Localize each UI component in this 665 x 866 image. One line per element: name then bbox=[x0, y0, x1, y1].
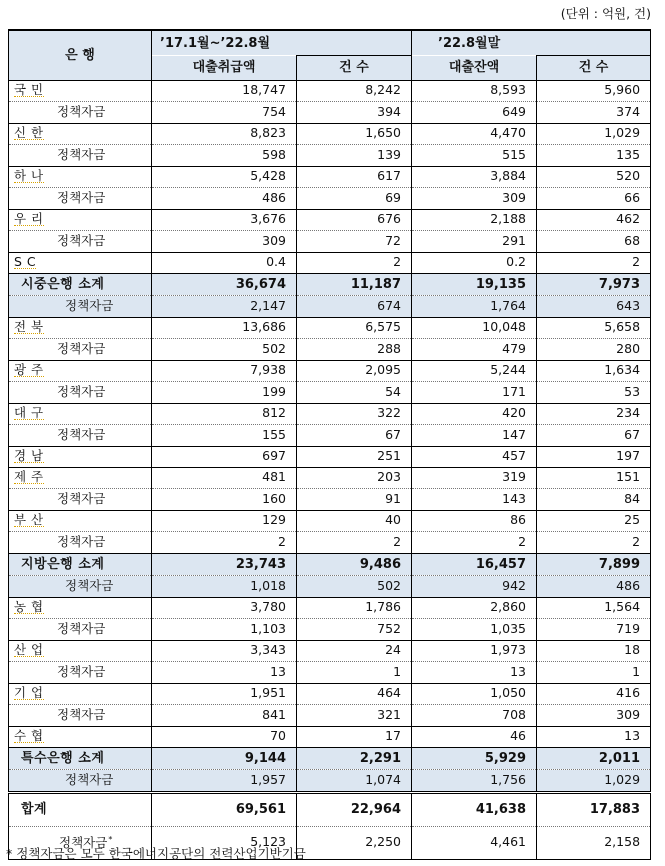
loan-count-cell: 22,964 bbox=[297, 792, 412, 826]
balance-count-cell: 7,899 bbox=[537, 553, 651, 575]
balance-cell: 4,470 bbox=[412, 123, 537, 144]
loan-amount-cell: 754 bbox=[152, 101, 297, 123]
balance-cell: 649 bbox=[412, 101, 537, 123]
balance-count-cell: 66 bbox=[537, 187, 651, 209]
row-label bbox=[9, 123, 152, 144]
loan-amount-cell: 1,951 bbox=[152, 683, 297, 704]
label-text: 정책자금 bbox=[57, 383, 106, 399]
bank-row bbox=[9, 317, 651, 338]
balance-cell: 19,135 bbox=[412, 273, 537, 295]
row-label bbox=[9, 209, 152, 230]
loan-count-cell: 2 bbox=[297, 531, 412, 553]
balance-count-cell: 18 bbox=[537, 640, 651, 661]
loan-amount-cell: 9,144 bbox=[152, 747, 297, 769]
bank-row bbox=[9, 360, 651, 381]
balance-count-cell: 5,960 bbox=[537, 80, 651, 101]
balance-count-cell: 1,634 bbox=[537, 360, 651, 381]
grand-total-row bbox=[9, 792, 651, 826]
balance-count-cell: 25 bbox=[537, 510, 651, 531]
policy-fund-label bbox=[9, 531, 152, 553]
loan-count-cell: 40 bbox=[297, 510, 412, 531]
balance-cell: 13 bbox=[412, 661, 537, 683]
policy-fund-row bbox=[9, 531, 651, 553]
loan-amount-cell: 8,823 bbox=[152, 123, 297, 144]
loan-count-cell: 139 bbox=[297, 144, 412, 166]
bank-name: 농 협 bbox=[14, 598, 44, 614]
balance-cell: 942 bbox=[412, 575, 537, 597]
bank-name: 하 나 bbox=[14, 167, 44, 183]
loan-table bbox=[8, 29, 651, 860]
loan-amount-cell: 155 bbox=[152, 424, 297, 446]
policy-fund-label bbox=[9, 338, 152, 360]
loan-amount-cell: 13,686 bbox=[152, 317, 297, 338]
balance-count-cell: 520 bbox=[537, 166, 651, 187]
policy-fund-label bbox=[9, 230, 152, 252]
loan-amount-cell: 199 bbox=[152, 381, 297, 403]
bank-row bbox=[9, 640, 651, 661]
balance-count-cell: 17,883 bbox=[537, 792, 651, 826]
bank-row bbox=[9, 597, 651, 618]
bank-row bbox=[9, 123, 651, 144]
loan-amount-cell: 2,147 bbox=[152, 295, 297, 317]
policy-fund-label bbox=[9, 381, 152, 403]
loan-amount-cell: 2 bbox=[152, 531, 297, 553]
balance-cell: 1,756 bbox=[412, 769, 537, 792]
row-label bbox=[9, 683, 152, 704]
balance-cell: 515 bbox=[412, 144, 537, 166]
bank-name: 산 업 bbox=[14, 641, 44, 657]
label-text: 정책자금 bbox=[65, 771, 114, 787]
balance-cell: 46 bbox=[412, 726, 537, 747]
loan-amount-cell: 1,018 bbox=[152, 575, 297, 597]
balance-count-cell: 84 bbox=[537, 488, 651, 510]
loan-count-cell: 2,250 bbox=[297, 826, 412, 859]
subtotal-policy-fund-row bbox=[9, 575, 651, 597]
label-text: 정책자금 bbox=[59, 834, 108, 850]
label-text: 정책자금 bbox=[65, 297, 114, 313]
balance-count-cell: 2,011 bbox=[537, 747, 651, 769]
balance-cell: 708 bbox=[412, 704, 537, 726]
balance-count-cell: 5,658 bbox=[537, 317, 651, 338]
row-label bbox=[9, 273, 152, 295]
balance-count-cell: 234 bbox=[537, 403, 651, 424]
loan-count-cell: 91 bbox=[297, 488, 412, 510]
balance-count-cell: 719 bbox=[537, 618, 651, 640]
loan-amount-cell: 7,938 bbox=[152, 360, 297, 381]
balance-cell: 2,188 bbox=[412, 209, 537, 230]
row-label bbox=[9, 597, 152, 618]
balance-cell: 0.2 bbox=[412, 252, 537, 273]
balance-cell: 420 bbox=[412, 403, 537, 424]
loan-amount-cell: 36,674 bbox=[152, 273, 297, 295]
bank-row bbox=[9, 446, 651, 467]
balance-cell: 86 bbox=[412, 510, 537, 531]
balance-cell: 3,884 bbox=[412, 166, 537, 187]
loan-count-cell: 288 bbox=[297, 338, 412, 360]
policy-fund-label bbox=[9, 704, 152, 726]
balance-count-cell: 67 bbox=[537, 424, 651, 446]
balance-count-cell: 643 bbox=[537, 295, 651, 317]
row-label bbox=[9, 252, 152, 273]
balance-cell: 41,638 bbox=[412, 792, 537, 826]
bank-name: 제 주 bbox=[14, 468, 44, 484]
row-label bbox=[9, 446, 152, 467]
label-text: 정책자금 bbox=[57, 232, 106, 248]
header-period1-count: 건 수 bbox=[297, 56, 412, 81]
loan-count-cell: 2 bbox=[297, 252, 412, 273]
subtotal-policy-fund-row bbox=[9, 295, 651, 317]
policy-fund-label bbox=[9, 144, 152, 166]
policy-fund-row bbox=[9, 704, 651, 726]
balance-cell: 479 bbox=[412, 338, 537, 360]
policy-fund-row bbox=[9, 381, 651, 403]
loan-count-cell: 1,650 bbox=[297, 123, 412, 144]
row-label bbox=[9, 792, 152, 826]
label-text: 정책자금 bbox=[65, 577, 114, 593]
policy-fund-label bbox=[9, 101, 152, 123]
bank-row bbox=[9, 166, 651, 187]
balance-cell: 2 bbox=[412, 531, 537, 553]
balance-count-cell: 53 bbox=[537, 381, 651, 403]
bank-name: 신 한 bbox=[14, 124, 44, 140]
bank-row bbox=[9, 510, 651, 531]
bank-name: 기 업 bbox=[14, 684, 44, 700]
loan-count-cell: 617 bbox=[297, 166, 412, 187]
header-period1-amount: 대출취급액 bbox=[152, 56, 297, 81]
balance-count-cell: 135 bbox=[537, 144, 651, 166]
label-text: 정책자금 bbox=[57, 706, 106, 722]
balance-count-cell: 374 bbox=[537, 101, 651, 123]
loan-amount-cell: 309 bbox=[152, 230, 297, 252]
footnote-marker: * bbox=[108, 834, 113, 844]
loan-count-cell: 502 bbox=[297, 575, 412, 597]
row-label bbox=[9, 360, 152, 381]
balance-count-cell: 2,158 bbox=[537, 826, 651, 859]
row-label bbox=[9, 403, 152, 424]
row-label bbox=[9, 166, 152, 187]
loan-amount-cell: 3,780 bbox=[152, 597, 297, 618]
balance-cell: 319 bbox=[412, 467, 537, 488]
row-label bbox=[9, 640, 152, 661]
loan-amount-cell: 5,123 bbox=[152, 826, 297, 859]
label-text: 지방은행 소계 bbox=[21, 556, 105, 572]
balance-count-cell: 462 bbox=[537, 209, 651, 230]
unit-note: (단위 : 억원, 건) bbox=[560, 6, 651, 21]
bank-row bbox=[9, 683, 651, 704]
balance-count-cell: 1,029 bbox=[537, 769, 651, 792]
balance-cell: 2,860 bbox=[412, 597, 537, 618]
loan-count-cell: 6,575 bbox=[297, 317, 412, 338]
header-period1: ’17.1월~’22.8월 bbox=[152, 30, 412, 56]
row-label bbox=[9, 553, 152, 575]
balance-count-cell: 280 bbox=[537, 338, 651, 360]
balance-count-cell: 13 bbox=[537, 726, 651, 747]
row-label bbox=[9, 747, 152, 769]
balance-cell: 1,764 bbox=[412, 295, 537, 317]
loan-count-cell: 17 bbox=[297, 726, 412, 747]
label-text: 정책자금 bbox=[57, 663, 106, 679]
balance-cell: 1,035 bbox=[412, 618, 537, 640]
loan-count-cell: 2,291 bbox=[297, 747, 412, 769]
bank-row bbox=[9, 467, 651, 488]
loan-amount-cell: 812 bbox=[152, 403, 297, 424]
loan-count-cell: 11,187 bbox=[297, 273, 412, 295]
loan-count-cell: 674 bbox=[297, 295, 412, 317]
loan-count-cell: 69 bbox=[297, 187, 412, 209]
bank-name: 수 협 bbox=[14, 727, 44, 743]
subtotal-row bbox=[9, 553, 651, 575]
balance-count-cell: 486 bbox=[537, 575, 651, 597]
policy-fund-row bbox=[9, 230, 651, 252]
bank-row bbox=[9, 80, 651, 101]
loan-amount-cell: 481 bbox=[152, 467, 297, 488]
loan-amount-cell: 5,428 bbox=[152, 166, 297, 187]
loan-amount-cell: 23,743 bbox=[152, 553, 297, 575]
balance-count-cell: 7,973 bbox=[537, 273, 651, 295]
loan-amount-cell: 502 bbox=[152, 338, 297, 360]
loan-count-cell: 203 bbox=[297, 467, 412, 488]
bank-name: 우 리 bbox=[14, 210, 44, 226]
label-text: 정책자금 bbox=[57, 146, 106, 162]
loan-amount-cell: 841 bbox=[152, 704, 297, 726]
loan-count-cell: 321 bbox=[297, 704, 412, 726]
policy-fund-row bbox=[9, 338, 651, 360]
footnote: * 정책자금은 모두 한국에너지공단의 전력산업기반기금 bbox=[6, 846, 306, 861]
loan-amount-cell: 69,561 bbox=[152, 792, 297, 826]
bank-name: 광 주 bbox=[14, 361, 44, 377]
subtotal-row bbox=[9, 747, 651, 769]
loan-amount-cell: 0.4 bbox=[152, 252, 297, 273]
label-text: 정책자금 bbox=[57, 340, 106, 356]
bank-name: 전 북 bbox=[14, 318, 44, 334]
loan-amount-cell: 129 bbox=[152, 510, 297, 531]
row-label bbox=[9, 510, 152, 531]
policy-fund-label bbox=[9, 295, 152, 317]
policy-fund-row bbox=[9, 618, 651, 640]
loan-count-cell: 1,786 bbox=[297, 597, 412, 618]
label-text: 정책자금 bbox=[57, 189, 106, 205]
loan-amount-cell: 3,343 bbox=[152, 640, 297, 661]
policy-fund-label bbox=[9, 187, 152, 209]
balance-count-cell: 2 bbox=[537, 252, 651, 273]
bank-row bbox=[9, 403, 651, 424]
policy-fund-label bbox=[9, 661, 152, 683]
balance-cell: 1,973 bbox=[412, 640, 537, 661]
balance-cell: 143 bbox=[412, 488, 537, 510]
balance-count-cell: 416 bbox=[537, 683, 651, 704]
balance-cell: 8,593 bbox=[412, 80, 537, 101]
loan-count-cell: 251 bbox=[297, 446, 412, 467]
loan-count-cell: 9,486 bbox=[297, 553, 412, 575]
header-period2-count: 건 수 bbox=[537, 56, 651, 81]
policy-fund-row bbox=[9, 187, 651, 209]
balance-count-cell: 151 bbox=[537, 467, 651, 488]
policy-fund-row bbox=[9, 488, 651, 510]
header-period2-amount: 대출잔액 bbox=[412, 56, 537, 81]
policy-fund-label bbox=[9, 575, 152, 597]
loan-count-cell: 54 bbox=[297, 381, 412, 403]
balance-count-cell: 1 bbox=[537, 661, 651, 683]
balance-cell: 309 bbox=[412, 187, 537, 209]
bank-name: 국 민 bbox=[14, 81, 44, 97]
loan-amount-cell: 3,676 bbox=[152, 209, 297, 230]
loan-count-cell: 8,242 bbox=[297, 80, 412, 101]
loan-count-cell: 24 bbox=[297, 640, 412, 661]
loan-amount-cell: 13 bbox=[152, 661, 297, 683]
loan-count-cell: 2,095 bbox=[297, 360, 412, 381]
subtotal-row bbox=[9, 273, 651, 295]
balance-count-cell: 197 bbox=[537, 446, 651, 467]
label-text: 정책자금 bbox=[57, 103, 106, 119]
bank-row bbox=[9, 252, 651, 273]
loan-count-cell: 322 bbox=[297, 403, 412, 424]
label-text: 정책자금 bbox=[57, 533, 106, 549]
balance-cell: 171 bbox=[412, 381, 537, 403]
label-text: 특수은행 소계 bbox=[21, 750, 105, 766]
balance-cell: 4,461 bbox=[412, 826, 537, 859]
loan-count-cell: 676 bbox=[297, 209, 412, 230]
label-text: 시중은행 소계 bbox=[21, 276, 105, 292]
row-label bbox=[9, 726, 152, 747]
balance-cell: 5,244 bbox=[412, 360, 537, 381]
balance-cell: 457 bbox=[412, 446, 537, 467]
balance-count-cell: 1,029 bbox=[537, 123, 651, 144]
bank-name: S C bbox=[14, 253, 37, 269]
policy-fund-row bbox=[9, 101, 651, 123]
loan-count-cell: 1,074 bbox=[297, 769, 412, 792]
balance-count-cell: 68 bbox=[537, 230, 651, 252]
policy-fund-row bbox=[9, 661, 651, 683]
balance-cell: 147 bbox=[412, 424, 537, 446]
policy-fund-label bbox=[9, 488, 152, 510]
loan-count-cell: 464 bbox=[297, 683, 412, 704]
bank-name: 경 남 bbox=[14, 447, 44, 463]
loan-count-cell: 72 bbox=[297, 230, 412, 252]
bank-name: 대 구 bbox=[14, 404, 44, 420]
policy-fund-label bbox=[9, 769, 152, 792]
policy-fund-row bbox=[9, 424, 651, 446]
loan-amount-cell: 598 bbox=[152, 144, 297, 166]
bank-name: 부 산 bbox=[14, 511, 44, 527]
loan-amount-cell: 70 bbox=[152, 726, 297, 747]
bank-row bbox=[9, 209, 651, 230]
bank-row bbox=[9, 726, 651, 747]
balance-count-cell: 309 bbox=[537, 704, 651, 726]
balance-cell: 5,929 bbox=[412, 747, 537, 769]
label-text: 정책자금 bbox=[57, 620, 106, 636]
loan-amount-cell: 1,103 bbox=[152, 618, 297, 640]
loan-amount-cell: 160 bbox=[152, 488, 297, 510]
balance-cell: 1,050 bbox=[412, 683, 537, 704]
loan-amount-cell: 697 bbox=[152, 446, 297, 467]
header-row-1 bbox=[9, 30, 651, 56]
policy-fund-row bbox=[9, 144, 651, 166]
balance-cell: 291 bbox=[412, 230, 537, 252]
label-text: 합계 bbox=[21, 802, 48, 817]
row-label bbox=[9, 317, 152, 338]
balance-count-cell: 2 bbox=[537, 531, 651, 553]
balance-count-cell: 1,564 bbox=[537, 597, 651, 618]
row-label bbox=[9, 467, 152, 488]
loan-count-cell: 1 bbox=[297, 661, 412, 683]
label-text: 정책자금 bbox=[57, 426, 106, 442]
header-period2: ’22.8월말 bbox=[412, 30, 651, 56]
policy-fund-label bbox=[9, 618, 152, 640]
loan-count-cell: 67 bbox=[297, 424, 412, 446]
subtotal-policy-fund-row bbox=[9, 769, 651, 792]
balance-cell: 10,048 bbox=[412, 317, 537, 338]
loan-amount-cell: 1,957 bbox=[152, 769, 297, 792]
policy-fund-label bbox=[9, 424, 152, 446]
loan-count-cell: 752 bbox=[297, 618, 412, 640]
loan-count-cell: 394 bbox=[297, 101, 412, 123]
loan-amount-cell: 486 bbox=[152, 187, 297, 209]
balance-cell: 16,457 bbox=[412, 553, 537, 575]
row-label bbox=[9, 80, 152, 101]
loan-amount-cell: 18,747 bbox=[152, 80, 297, 101]
header-bank: 은 행 bbox=[9, 30, 152, 80]
label-text: 정책자금 bbox=[57, 490, 106, 506]
